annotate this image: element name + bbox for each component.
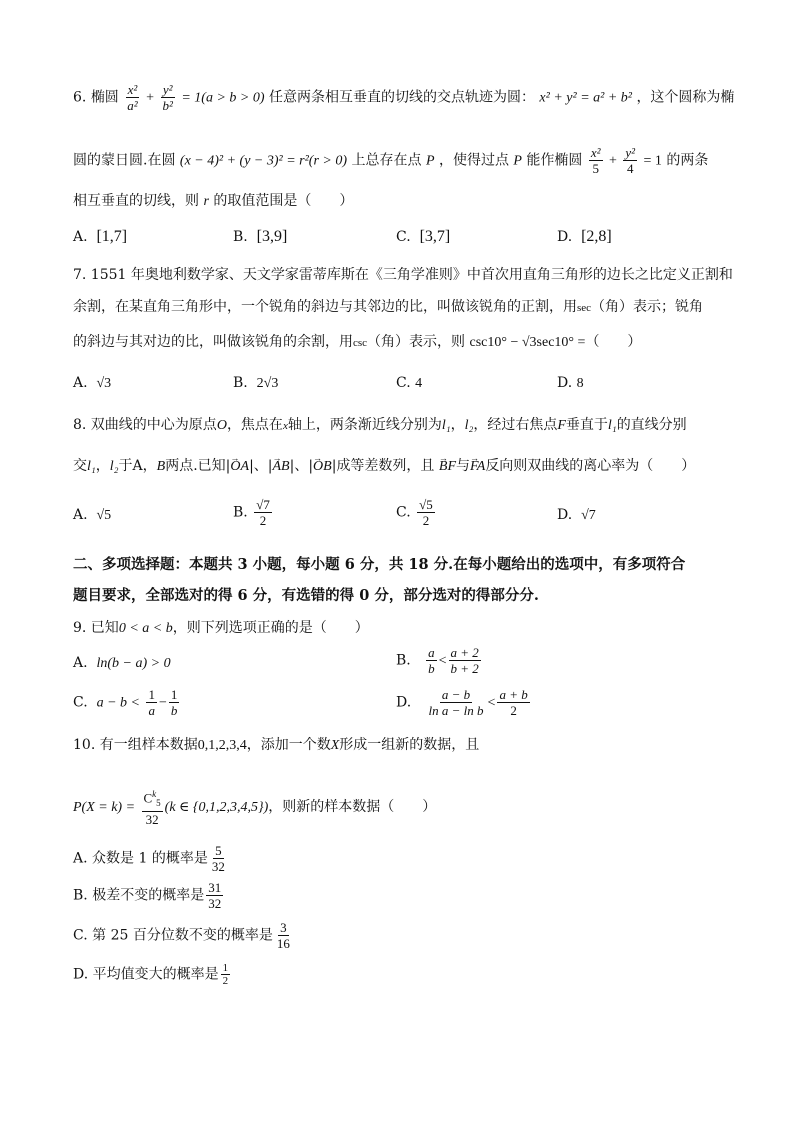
q7-line1: 7. 1551 年奥地利数学家、天文学家雷蒂库斯在《三角学准则》中首次用直角三角形的边长之比定义正割和 [73, 267, 733, 283]
section-heading-line1: 二、多项选择题：本题共 3 小题，每小题 6 分，共 18 分.在每小题给出的选项中，有多项符合 [73, 556, 686, 573]
fraction-x2-a2: $\frac{\text{x²}}{\text{a²}}$ [127, 82, 138, 113]
section-heading-line2: 题目要求，全部选对的得 6 分，有选错的得 0 分，部分选对的得部分分. [73, 587, 539, 604]
q9-option-d: D. $\frac{a - b}{\text{ln a − ln b}}$ < $\frac{a + b}{2}$ [396, 687, 528, 718]
equation: (x − 4)² + (y − 3)² = r²(r > 0) [179, 153, 348, 169]
fraction-x2-5: $\frac{\text{x²}}{5}$ [590, 145, 601, 176]
q9-option-b: B. $\frac{a}{b}$ < $\frac{a + 2}{b + 2}$ [396, 645, 479, 676]
text: 圆的蒙日圆.在圆 [73, 152, 176, 169]
q9-stem: 9. 已知0 < a < b，则下列选项正确的是（ ） [73, 620, 369, 636]
q7-line2: 余割，在某直角三角形中，一个锐角的斜边与其邻边的比，叫做该锐角的正割，用sec（角）表示；锐角 [73, 299, 704, 315]
q6-option-c: C. [3,7] [396, 228, 451, 245]
text: 的两条 [666, 152, 709, 169]
q8-line2: 交l₁，l₂于A，B两点.已知|→ OA|、|→ AB|、|→ OB|成等差数列，且 → BF与→ FA反向则双曲线的离心率为（ ） [73, 456, 695, 477]
q7-option-d: D. 8 [557, 375, 584, 391]
q8-option-d: D. √7 [557, 507, 596, 523]
var-r: r [203, 194, 209, 209]
fraction-y2-4: $\frac{\text{y²}}{4}$ [625, 145, 636, 176]
q7-line3: 的斜边与其对边的比，叫做该锐角的余割，用csc（角）表示，则 csc10° − √3sec10° =（ ） [73, 334, 642, 350]
q9-option-c: C. a − b < $\frac{1}{a}$ − $\frac{1}{b}$ [73, 687, 178, 718]
q6-line1: 6. 椭圆 $\frac{\text{x²}}{\text{a²}}$ + $\frac{\text{y²}}{\text{b²}}$ = 1(a > b > 0) 任意两条相互垂直的切线的交点轨迹为圆： x² + y² = a² + b² ，这个圆称为椭 [73, 82, 735, 113]
vector-ob: → OB [313, 457, 332, 477]
vector-ab: → AB [273, 457, 290, 477]
vector-oa: → OA [230, 457, 249, 477]
equation: x² + y² = a² + b² [539, 90, 632, 106]
q10-option-d: D. 平均值变大的概率是 $\frac{1}{2}$ [73, 962, 229, 987]
q8-option-c: C. $\frac{√5}{2}$ [396, 497, 433, 528]
fraction-y2-b2: $\frac{\text{y²}}{\text{b²}}$ [162, 82, 173, 113]
question-number: 6. [73, 89, 87, 106]
q7-option-c: C. 4 [396, 375, 423, 391]
q6-option-b: B. [3,9] [233, 228, 288, 245]
q8-line1: 8. 双曲线的中心为原点O，焦点在x轴上，两条渐近线分别为l₁，l₂，经过右焦点F垂直于l₁的直线分别 [73, 417, 687, 433]
q6-line3 [73, 191, 353, 212]
vector-fa: → FA [470, 457, 485, 477]
q10-line1: 10. 有一组样本数据0,1,2,3,4，添加一个数X形成一组新的数据，且 [73, 737, 480, 753]
point-p: P [513, 153, 522, 169]
equation: = 1(a > b > 0) [181, 90, 265, 106]
vector-bf: → BF [439, 457, 456, 477]
q6-line2: 圆的蒙日圆.在圆 (x − 4)² + (y − 3)² = r²(r > 0) 上总存在点 P ，使得过点 P 能作椭圆 $\frac{\text{x²}}{5}$ + $\frac{\text{y²}}{4}$ = 1 的两条 [73, 145, 709, 176]
q7-option-a: A. √3 [73, 375, 112, 391]
q8-option-a: A. √5 [73, 507, 112, 523]
q6-option-a: A. [1,7] [73, 228, 128, 245]
q10-line2: P(X = k) = $\frac{C^k_5}{32}$ (k ∈ {0,1,2,3,4,5})，则新的样本数据（ ） [73, 789, 437, 827]
equation: = 1 [643, 153, 662, 169]
text: 能作椭圆 [526, 152, 583, 169]
text: 任意两条相互垂直的切线的交点轨迹为圆： [268, 89, 535, 106]
text: ，这个圆称为椭 [636, 89, 735, 106]
text: 的取值范围是（ ） [213, 193, 354, 209]
text: 相互垂直的切线，则 [73, 193, 199, 209]
q7-option-b: B. 2√3 [233, 375, 279, 391]
text: 椭圆 [90, 89, 119, 106]
point-p: P [425, 153, 435, 169]
q9-option-a: A. ln(b − a) > 0 [73, 655, 171, 671]
q6-option-d: D. [2,8] [557, 228, 612, 245]
q8-option-b: B. $\frac{√7}{2}$ [233, 497, 270, 528]
text: 上总存在点 [351, 152, 422, 169]
text: ，使得过点 [438, 152, 509, 169]
q10-option-a: A. 众数是 1 的概率是 $\frac{5}{32}$ [73, 843, 225, 874]
equation: csc10° − √3sec10° = [469, 335, 586, 350]
q10-option-c: C. 第 25 百分位数不变的概率是 $\frac{3}{16}$ [73, 920, 290, 951]
q10-option-b: B. 极差不变的概率是 $\frac{31}{32}$ [73, 880, 222, 911]
